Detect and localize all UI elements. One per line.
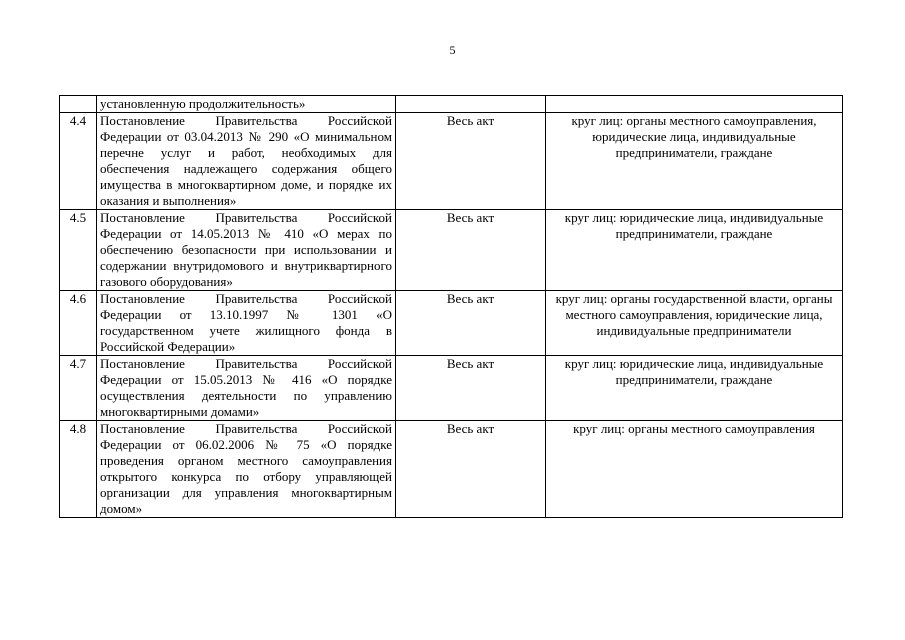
- cell-scope: Весь акт: [396, 113, 546, 210]
- cell-persons: круг лиц: органы государственной власти, органы местного самоуправления, юридические лица, индивидуальные предприниматели: [546, 291, 843, 356]
- cell-document: Постановление Правительства Российской Федерации от 15.05.2013 № 416 «О порядке осуществления деятельности по управлению многоквартирными домами»: [97, 356, 396, 421]
- cell-persons: круг лиц: юридические лица, индивидуальные предприниматели, граждане: [546, 356, 843, 421]
- table-row: [60, 291, 843, 356]
- cell-number: [60, 96, 97, 113]
- page-number: 5: [449, 43, 456, 57]
- table-body: [60, 96, 843, 518]
- table-row: [60, 421, 843, 518]
- cell-document: Постановление Правительства Российской Федерации от 03.04.2013 № 290 «О минимальном перечне услуг и работ, необходимых для обеспечения надлежащего содержания общего имущества в многоквартирном доме, и порядке их оказания и выполнения»: [97, 113, 396, 210]
- cell-scope: [396, 96, 546, 113]
- table-row: [60, 210, 843, 291]
- cell-number: 4.4: [60, 113, 97, 210]
- table-row: [60, 113, 843, 210]
- cell-document: Постановление Правительства Российской Федерации от 13.10.1997 № 1301 «О государственном учете жилищного фонда в Российской Федерации»: [97, 291, 396, 356]
- cell-scope: Весь акт: [396, 421, 546, 518]
- cell-document: установленную продолжительность»: [97, 96, 396, 113]
- cell-persons: круг лиц: органы местного самоуправления, юридические лица, индивидуальные предприниматели, граждане: [546, 113, 843, 210]
- cell-persons: круг лиц: органы местного самоуправления: [546, 421, 843, 518]
- cell-persons: круг лиц: юридические лица, индивидуальные предприниматели, граждане: [546, 210, 843, 291]
- table-row: [60, 356, 843, 421]
- cell-persons: [546, 96, 843, 113]
- table-row-continuation: [60, 96, 843, 113]
- cell-document: Постановление Правительства Российской Федерации от 14.05.2013 № 410 «О мерах по обеспечению безопасности при использовании и содержании внутридомового и внутриквартирного газового оборудования»: [97, 210, 396, 291]
- cell-number: 4.5: [60, 210, 97, 291]
- cell-document: Постановление Правительства Российской Федерации от 06.02.2006 № 75 «О порядке проведения органом местного самоуправления открытого конкурса по отбору управляющей организации для управления многоквартирным домом»: [97, 421, 396, 518]
- cell-scope: Весь акт: [396, 291, 546, 356]
- cell-number: 4.6: [60, 291, 97, 356]
- cell-number: 4.7: [60, 356, 97, 421]
- cell-scope: Весь акт: [396, 356, 546, 421]
- cell-scope: Весь акт: [396, 210, 546, 291]
- cell-number: 4.8: [60, 421, 97, 518]
- legal-acts-table: [59, 95, 843, 518]
